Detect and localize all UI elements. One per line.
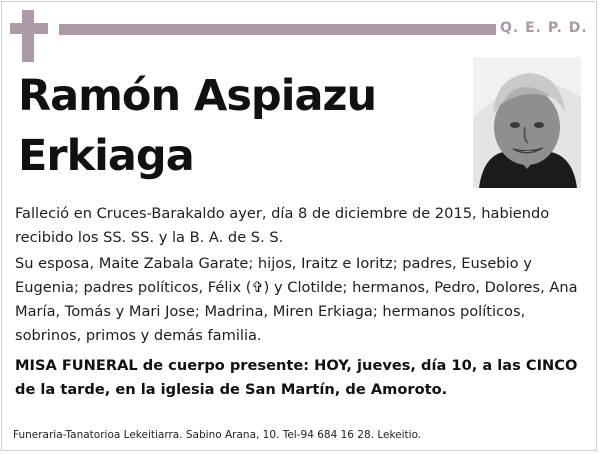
funeral-home-footer: Funeraria-Tanatorioa Lekeitiarra. Sabino Arana, 10. Tel-94 684 16 28. Lekeitio. <box>13 429 422 441</box>
cross-icon <box>22 10 34 62</box>
name-line-2: Erkiaga <box>18 131 194 181</box>
death-announcement: Falleció en Cruces-Barakaldo ayer, día 8 de diciembre de 2015, habiendo recibido los SS. SS. y la B. A. de S. S. <box>15 205 550 246</box>
header-bar <box>59 24 496 35</box>
cross-icon-bar <box>10 23 48 34</box>
funeral-notice: MISA FUNERAL de cuerpo presente: HOY, jueves, día 10, a las CINCO de la tarde, en la iglesia de San Martín, de Amoroto. <box>15 357 578 398</box>
portrait-photo <box>473 57 581 188</box>
qepd-label: Q. E. P. D. <box>500 20 588 36</box>
deceased-name <box>18 66 376 186</box>
name-line-1: Ramón Aspiazu <box>18 71 377 121</box>
family-list: Su esposa, Maite Zabala Garate; hijos, Iraitz e Ioritz; padres, Eusebio y Eugenia; padres políticos, Félix (✞) y Clotilde; hermanos, Pedro, Dolores, Ana María, Tomás y Mari Jose; Madrina, Miren Erkiaga; hermanos políticos, sobrinos, primos y demás familia. <box>15 255 578 344</box>
